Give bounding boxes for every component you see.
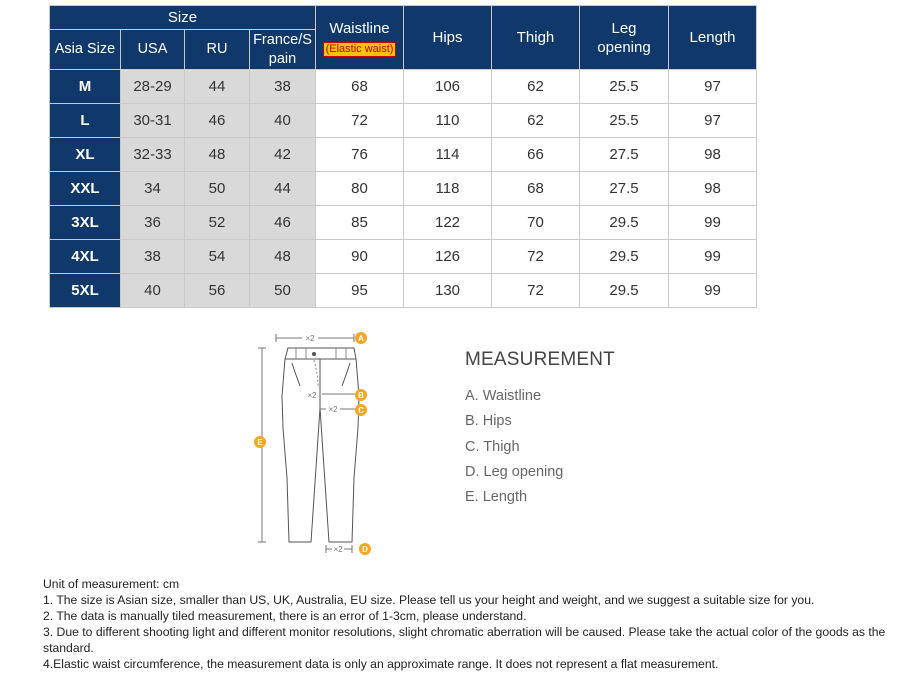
size-chart-table xyxy=(49,5,757,308)
table-row xyxy=(50,138,757,172)
length-cell: 99 xyxy=(669,206,757,240)
hips-cell: 114 xyxy=(404,138,492,172)
measurement-title: MEASUREMENT xyxy=(465,349,615,370)
waistline-x2-label: ×2 xyxy=(305,334,315,343)
asia-size-cell: 3XL xyxy=(50,206,121,240)
france-spain-label-2: pain xyxy=(268,50,297,67)
asia-size-cell: XL xyxy=(50,138,121,172)
pants-outline-icon xyxy=(282,348,359,542)
ru-cell: 54 xyxy=(185,240,250,274)
asia-size-header: Asia Size xyxy=(50,30,121,70)
asia-size-cell: 5XL xyxy=(50,274,121,308)
hips-cell: 110 xyxy=(404,104,492,138)
legend-item-waistline: A. Waistline xyxy=(465,388,542,404)
elastic-waist-tag: (Elastic waist) xyxy=(323,42,397,57)
ru-cell: 56 xyxy=(185,274,250,308)
waistline-cell: 72 xyxy=(316,104,404,138)
asia-size-cell: 4XL xyxy=(50,240,121,274)
size-group-header: Size xyxy=(50,6,316,30)
france-spain-cell: 50 xyxy=(250,274,316,308)
leg-opening-x2-label: ×2 xyxy=(333,545,343,554)
thigh-cell: 72 xyxy=(492,240,580,274)
ru-cell: 50 xyxy=(185,172,250,206)
table-row xyxy=(50,274,757,308)
leg-opening-cell: 29.5 xyxy=(580,240,669,274)
ru-cell: 46 xyxy=(185,104,250,138)
france-spain-cell: 40 xyxy=(250,104,316,138)
legend-item-leg-opening: D. Leg opening xyxy=(465,463,564,480)
table-row xyxy=(50,206,757,240)
note-line: 1. The size is Asian size, smaller than US, UK, Australia, EU size. Please tell us your height and weight, and we suggest a suitable size for you. xyxy=(43,593,815,607)
waistline-dimension xyxy=(276,334,354,342)
waistline-cell: 76 xyxy=(316,138,404,172)
legend-item-length: E. Length xyxy=(465,489,528,506)
ru-header: RU xyxy=(185,30,250,70)
thigh-x2-label: ×2 xyxy=(328,405,338,414)
leg-opening-cell: 27.5 xyxy=(580,138,669,172)
length-cell: 98 xyxy=(669,172,757,206)
hips-cell: 118 xyxy=(404,172,492,206)
usa-cell: 40 xyxy=(121,274,185,308)
hips-cell: 130 xyxy=(404,274,492,308)
usa-header: USA xyxy=(121,30,185,70)
length-cell: 99 xyxy=(669,274,757,308)
usa-cell: 30-31 xyxy=(121,104,185,138)
length-header: Length xyxy=(669,6,757,70)
hips-x2-label: ×2 xyxy=(307,391,317,400)
france-spain-cell: 46 xyxy=(250,206,316,240)
asia-size-cell: XXL xyxy=(50,172,121,206)
measurement-legend xyxy=(465,386,563,512)
table-row xyxy=(50,240,757,274)
thigh-header: Thigh xyxy=(492,6,580,70)
ru-cell: 48 xyxy=(185,138,250,172)
legend-item-hips: B. Hips xyxy=(465,413,512,430)
length-cell: 97 xyxy=(669,70,757,104)
thigh-cell: 72 xyxy=(492,274,580,308)
marker-e-label: E xyxy=(257,438,263,447)
waistline-cell: 90 xyxy=(316,240,404,274)
france-spain-cell: 44 xyxy=(250,172,316,206)
usa-cell: 34 xyxy=(121,172,185,206)
legend-item-thigh: C. Thigh xyxy=(465,438,520,455)
france-spain-header xyxy=(250,30,316,70)
waistline-cell: 85 xyxy=(316,206,404,240)
note-line: 2. The data is manually tiled measurement, there is an error of 1-3cm, please understand. xyxy=(43,609,527,623)
thigh-cell: 68 xyxy=(492,172,580,206)
marker-c-label: C xyxy=(358,406,364,415)
leg-opening-label-2: opening xyxy=(597,38,651,56)
thigh-cell: 66 xyxy=(492,138,580,172)
table-row xyxy=(50,70,757,104)
waistline-label: Waistline xyxy=(329,19,390,37)
unit-note: Unit of measurement: cm xyxy=(43,577,180,591)
leg-opening-cell: 27.5 xyxy=(580,172,669,206)
asia-size-cell: L xyxy=(50,104,121,138)
hips-header: Hips xyxy=(404,6,492,70)
usa-cell: 28-29 xyxy=(121,70,185,104)
length-cell: 99 xyxy=(669,240,757,274)
note-line: 3. Due to different shooting light and different monitor resolutions, slight chromatic aberration will be caused. Please take the actual color of the goods as the standard. xyxy=(43,625,886,655)
france-spain-cell: 38 xyxy=(250,70,316,104)
ru-cell: 44 xyxy=(185,70,250,104)
waistline-cell: 68 xyxy=(316,70,404,104)
leg-opening-header xyxy=(580,6,669,70)
leg-opening-label-1: Leg xyxy=(611,19,637,37)
leg-opening-cell: 25.5 xyxy=(580,70,669,104)
waistline-cell: 80 xyxy=(316,172,404,206)
thigh-cell: 62 xyxy=(492,70,580,104)
usa-cell: 38 xyxy=(121,240,185,274)
france-spain-cell: 48 xyxy=(250,240,316,274)
leg-opening-cell: 29.5 xyxy=(580,274,669,308)
waistline-header xyxy=(316,6,404,70)
waistline-cell: 95 xyxy=(316,274,404,308)
leg-opening-cell: 29.5 xyxy=(580,206,669,240)
thigh-cell: 62 xyxy=(492,104,580,138)
note-line: 4.Elastic waist circumference, the measurement data is only an approximate range. It does not represent a flat measurement. xyxy=(43,657,719,671)
length-cell: 97 xyxy=(669,104,757,138)
asia-size-cell: M xyxy=(50,70,121,104)
hips-cell: 106 xyxy=(404,70,492,104)
ru-cell: 52 xyxy=(185,206,250,240)
marker-d-label: D xyxy=(362,545,368,554)
france-spain-label-1: France/S xyxy=(253,31,312,48)
thigh-cell: 70 xyxy=(492,206,580,240)
pants-measurement-diagram xyxy=(248,328,380,560)
france-spain-cell: 42 xyxy=(250,138,316,172)
table-row xyxy=(50,104,757,138)
hips-cell: 126 xyxy=(404,240,492,274)
usa-cell: 36 xyxy=(121,206,185,240)
table-row xyxy=(50,172,757,206)
length-cell: 98 xyxy=(669,138,757,172)
button-icon xyxy=(312,352,316,356)
marker-b-label: B xyxy=(358,391,364,400)
size-notes xyxy=(43,576,893,672)
usa-cell: 32-33 xyxy=(121,138,185,172)
marker-a-label: A xyxy=(358,334,364,343)
hips-cell: 122 xyxy=(404,206,492,240)
leg-opening-cell: 25.5 xyxy=(580,104,669,138)
